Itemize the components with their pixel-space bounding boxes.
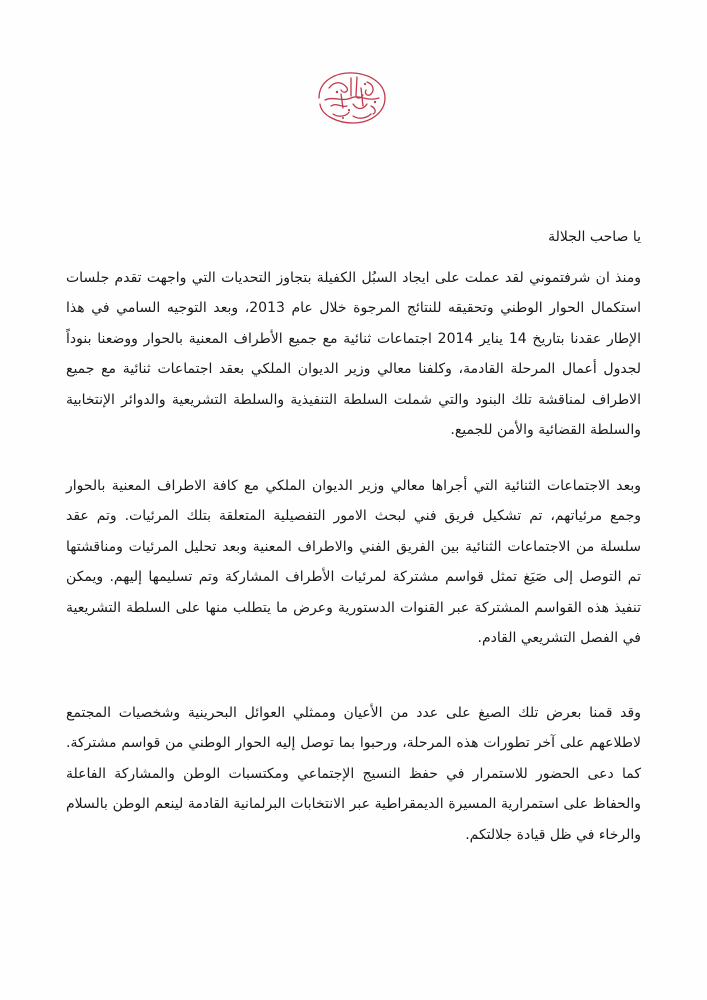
paragraph-gap [66, 654, 641, 698]
salutation: يا صاحب الجلالة [548, 229, 641, 245]
paragraph-gap [66, 446, 641, 471]
paragraph-1: ومنذ ان شرفتموني لقد عملت على ايجاد السبُل الكفيلة بتجاوز التحديات التي واجهت تقدم جلسات استكمال الحوار الوطني وتحقيقه للنتائج المرجوة خلال عام 2013، وبعد التوجيه السامي في هذا الإطار عقدنا بتاريخ 14 يناير 2014 اجتماعات ثنائية مع جميع الأطراف المعنية بالحوار ووضعنا بنوداً لجدول أعمال المرحلة القادمة، وكلفنا معالي وزير الديوان الملكي بعقد اجتماعات ثنائية مع جميع الاطراف لمناقشة تلك البنود والتي شملت السلطة التنفيذية والسلطة التشريعية والدوائر الإنتخابية والسلطة القضائية والأمن للجميع. [66, 269, 641, 438]
paragraph-3: وقد قمنا بعرض تلك الصيغ على عدد من الأعيان وممثلي العوائل البحرينية وشخصيات المجتمع لاطلاعهم على آخر تطورات هذه المرحلة، ورحبوا بما توصل إليه الحوار الوطني من قواسم مشتركة. كما دعى الحضور للاستمرار في حفظ النسيج الإجتماعي ومكتسبات الوطن والمشاركة الفاعلة والحفاظ على استمرارية المسيرة الديمقراطية عبر الانتخابات البرلمانية القادمة لينعم الوطن بالسلام والرخاء في ظل قيادة جلالتكم. [66, 704, 641, 843]
letter-body [66, 222, 641, 850]
calligraphic-royal-seal-icon [313, 68, 391, 128]
paragraph-2: وبعد الاجتماعات الثنائية التي أجراها معالي وزير الديوان الملكي مع كافة الاطراف المعنية بالحوار وجمع مرئياتهم، تم تشكيل فريق فني لبحث الامور التفصيلية المتعلقة بتلك المرئيات. وتم عقد سلسلة من الاجتماعات الثنائية بين الفريق الفني والاطراف المعنية وبعد تحليل المرئيات ومناقشتها تم التوصل إلى صَيَغ تمثل قواسم مشتركة لمرئيات الأطراف المشاركة وتم تسليمها إليهم. ويمكن تنفيذ هذه القواسم المشتركة عبر القنوات الدستورية وعرض ما يتطلب منها على السلطة التشريعية في الفصل التشريعي القادم. [66, 477, 641, 646]
